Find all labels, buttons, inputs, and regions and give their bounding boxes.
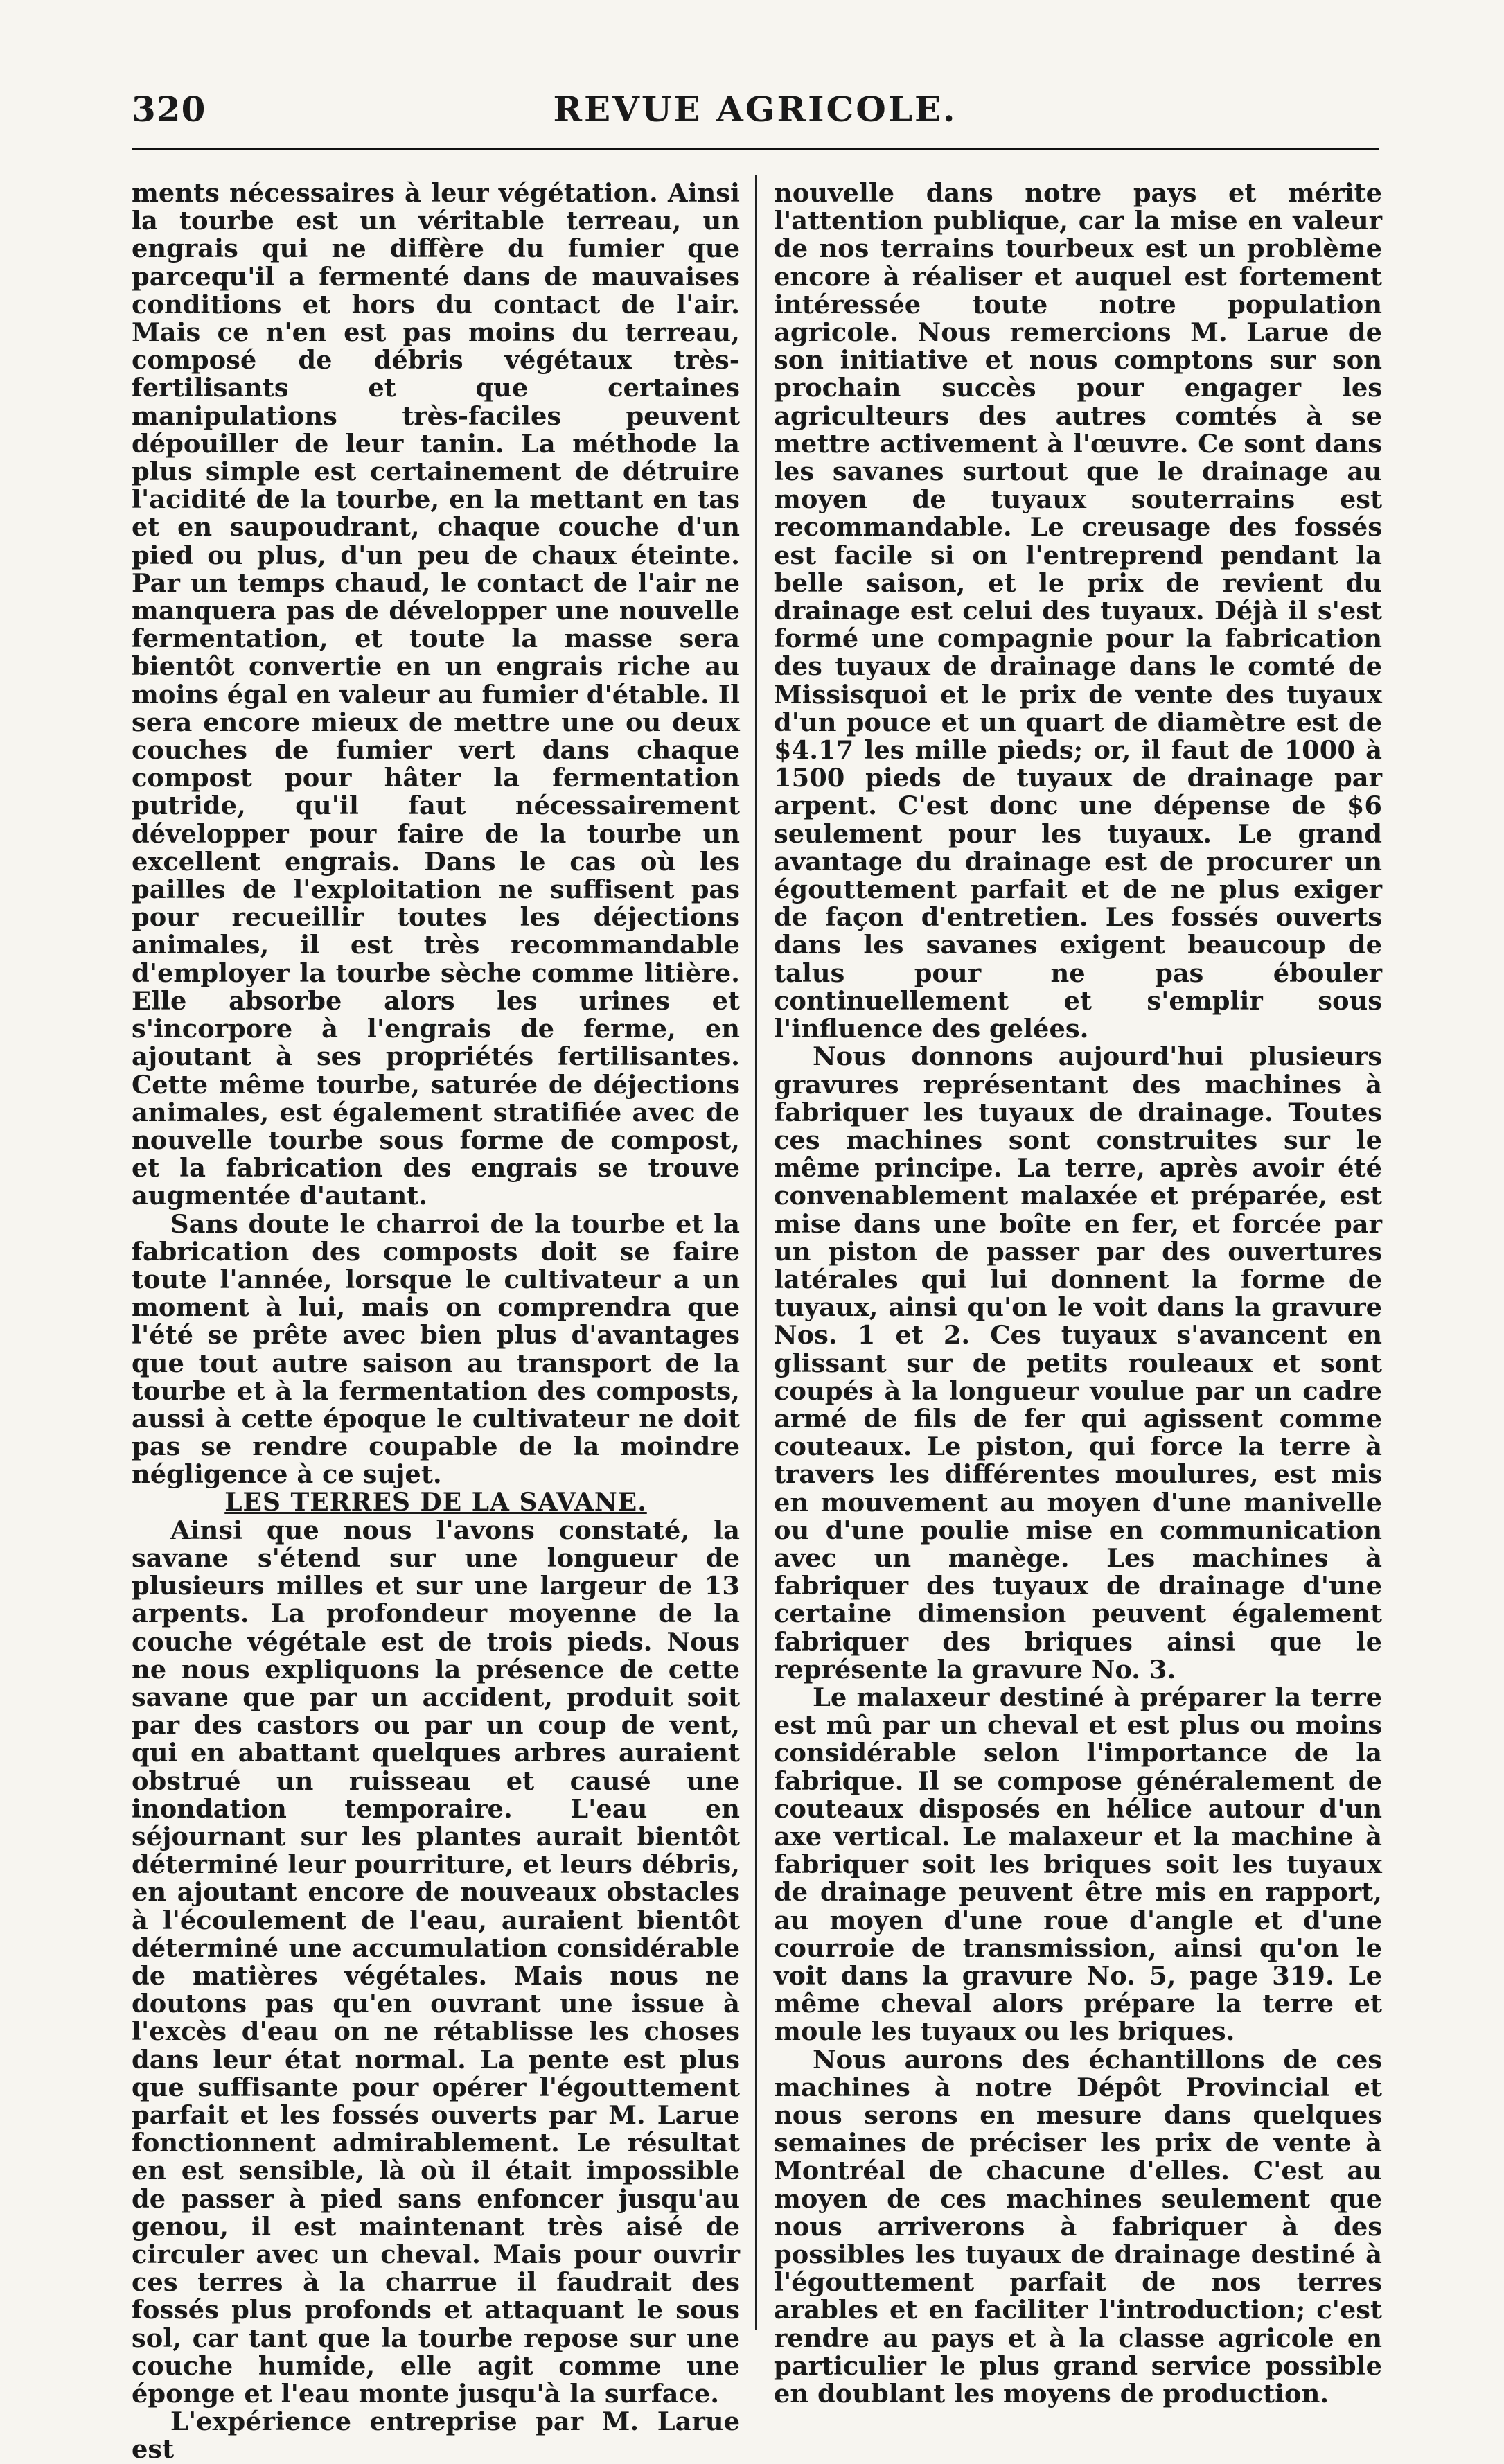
header-rule [132, 148, 1379, 150]
left-paragraph-1: ments nécessaires à leur végétation. Ainsi la tourbe est un véritable terreau, un engrais qui ne diffère du fumier que parcequ'il a fermenté dans de mauvaises conditions et hors du contact de l'air. Mais ce n'en est pas moins du terreau, composé de débris végétaux très-fertilisants et que certaines manipulations très-faciles peuvent dépouiller de leur tanin. La méthode la plus simple est certainement de détruire l'acidité de la tourbe, en la mettant en tas et en saupoudrant, chaque couche d'un pied ou plus, d'un peu de chaux éteinte. Par un temps chaud, le contact de l'air ne manquera pas de développer une nouvelle fermentation, et toute la masse sera bientôt convertie en un engrais riche au moins égal en valeur au fumier d'étable. Il sera encore mieux de mettre une ou deux couches de fumier vert dans chaque compost pour hâter la fermentation putride, qu'il faut nécessairement développer pour faire de la tourbe un excellent engrais. Dans le cas où les pailles de l'exploitation ne suffisent pas pour recueillir toutes les déjections animales, il est très recommandable d'employer la tourbe sèche comme litière. Elle absorbe alors les urines et s'incorpore à l'engrais de ferme, en ajoutant à ses propriétés fertilisantes. Cette même tourbe, saturée de déjections animales, est également stratifiée avec de nouvelle tourbe sous forme de compost, et la fabrication des engrais se trouve augmentée d'autant. [132, 177, 740, 1211]
left-paragraph-3: Ainsi que nous l'avons constaté, la savane s'étend sur une longueur de plusieurs milles et sur une largeur de 13 arpents. La profondeur moyenne de la couche végétale est de trois pieds. Nous ne nous expliquons la présence de cette savane que par un accident, produit soit par des castors ou par un coup de vent, qui en abattant quelques arbres auraient obstrué un ruisseau et causé une inondation temporaire. L'eau en séjournant sur les plantes aurait bientôt déterminé leur pourriture, et leurs débris, en ajoutant encore de nouveaux obstacles à l'écoulement de l'eau, auraient bientôt déterminé une accumulation considérable de matières végétales. Mais nous ne doutons pas qu'en ouvrant une issue à l'excès d'eau on ne rétablisse les choses dans leur état normal. La pente est plus que suffisante pour opérer l'égouttement parfait et les fossés ouverts par M. Larue fonctionnent admirablement. Le résultat en est sensible, là où il était impossible de passer à pied sans enfoncer jusqu'au genou, il est maintenant très aisé de circuler avec un cheval. Mais pour ouvrir ces terres à la charrue il faudrait des fossés plus profonds et attaquant le sous sol, car tant que la tourbe repose sur une couche humide, elle agit comme une éponge et l'eau monte jusqu'à la surface. [132, 1514, 740, 2409]
left-paragraph-4: L'expérience entreprise par M. Larue est [132, 2406, 740, 2464]
right-paragraph-1: nouvelle dans notre pays et mérite l'attention publique, car la mise en valeur de nos terrains tourbeux est un problème encore à réaliser et auquel est fortement intéressée toute notre population agricole. Nous remercions M. Larue de son initiative et nous comptons sur son prochain succès pour engager les agriculteurs des autres comtés à se mettre activement à l'œuvre. Ce sont dans les savanes surtout que le drainage au moyen de tuyaux souterrains est recommandable. Le creusage des fossés est facile si on l'entreprend pendant la belle saison, et le prix de revient du drainage est celui des tuyaux. Déjà il s'est formé une compagnie pour la fabrication des tuyaux de drainage dans le comté de Missisquoi et le prix de vente des tuyaux d'un pouce et un quart de diamètre est de $4.17 les mille pieds; or, il faut de 1000 à 1500 pieds de tuyaux de drainage par arpent. C'est donc une dépense de $6 seulement pour les tuyaux. Le grand avantage du drainage est de procurer un égouttement parfait et de ne plus exiger de façon d'entretien. Les fossés ouverts dans les savanes exigent beaucoup de talus pour ne pas ébouler continuellement et s'emplir sous l'influence des gelées. [774, 177, 1382, 1044]
right-column [774, 179, 1382, 2407]
right-paragraph-4: Nous aurons des échantillons de ces machines à notre Dépôt Provincial et nous serons en mesure dans quelques semaines de préciser les prix de vente à Montréal de chacune d'elles. C'est au moyen de ces machines seulement que nous arriverons à fabriquer à des possibles les tuyaux de drainage destiné à l'égouttement parfait de nos terres arables et en faciliter l'introduction; c'est rendre au pays et à la classe agricole en particulier le plus grand service possible en doublant les moyens de production. [774, 2043, 1382, 2409]
page-number: 320 [132, 89, 206, 130]
page-header [132, 89, 1379, 151]
column-divider [755, 175, 757, 2330]
left-paragraph-2: Sans doute le charroi de la tourbe et la fabrication des composts doit se faire toute l'année, lorsque le cultivateur a un moment à lui, mais on comprendra que l'été se prête avec bien plus d'avantages que tout autre saison au transport de la tourbe et à la fermentation des composts, aussi à cette époque le cultivateur ne doit pas se rendre coupable de la moindre négligence à ce sujet. [132, 1208, 740, 1490]
left-column [132, 179, 740, 2463]
right-paragraph-3: Le malaxeur destiné à préparer la terre est mû par un cheval et est plus ou moins considérable selon l'importance de la fabrique. Il se compose généralement de couteaux disposés en hélice autour d'un axe vertical. Le malaxeur et la machine à fabriquer soit les briques soit les tuyaux de drainage peuvent être mis en rapport, au moyen d'une roue d'angle et d'une courroie de transmission, ainsi qu'on le voit dans la gravure No. 5, page 319. Le même cheval alors prépare la terre et moule les tuyaux ou les briques. [774, 1681, 1382, 2047]
right-paragraph-2: Nous donnons aujourd'hui plusieurs gravures représentant des machines à fabriquer les tuyaux de drainage. Toutes ces machines sont construites sur le même principe. La terre, après avoir été convenablement malaxée et préparée, est mise dans une boîte en fer, et forcée par un piston de passer par des ouvertures latérales qui lui donnent la forme de tuyaux, ainsi qu'on le voit dans la gravure Nos. 1 et 2. Ces tuyaux s'avancent en glissant sur de petits rouleaux et sont coupés à la longueur voulue par un cadre armé de fils de fer qui agissent comme couteaux. Le piston, qui force la terre à travers les différentes moulures, est mis en mouvement au moyen d'une manivelle ou d'une poulie mise en communication avec un manège. Les machines à fabriquer des tuyaux de drainage d'une certaine dimension peuvent également fabriquer des briques ainsi que le représente la gravure No. 3. [774, 1041, 1382, 1684]
section-heading: LES TERRES DE LA SAVANE. [224, 1487, 647, 1517]
running-title: REVUE AGRICOLE. [553, 89, 957, 130]
